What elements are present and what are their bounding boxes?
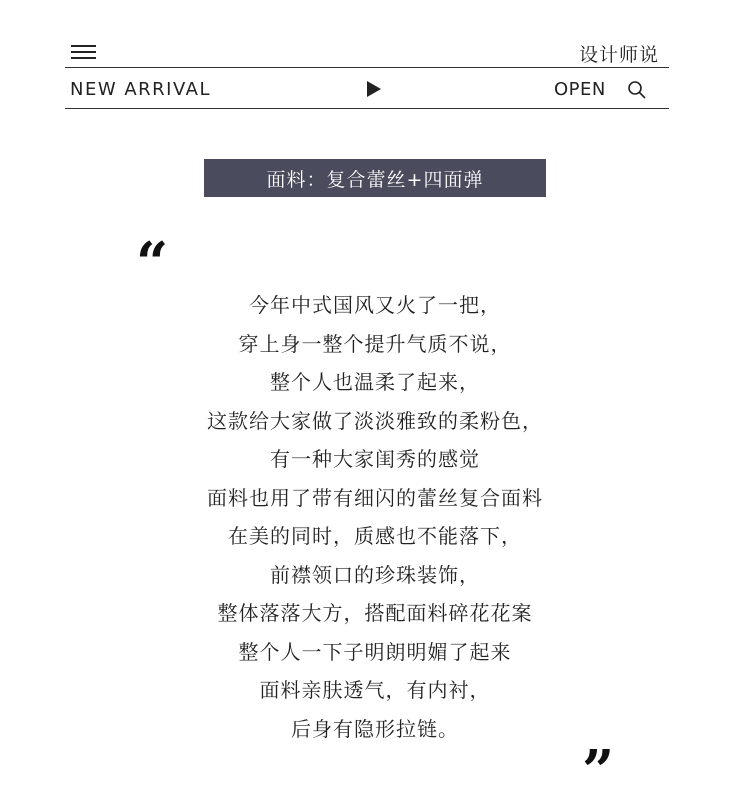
text-line: 有一种大家闺秀的感觉 [270, 447, 480, 471]
divider-bottom [65, 108, 669, 109]
text-line: 整个人也温柔了起来， [270, 370, 480, 394]
text-line: 前襟领口的珍珠装饰， [270, 562, 480, 587]
close-quote-mark: ” [582, 738, 615, 804]
play-icon[interactable] [367, 81, 381, 97]
new-arrival-label: NEW ARRIVAL [70, 79, 211, 100]
page-title: 设计师说 [578, 44, 659, 66]
text-line: 整个人一下子明朗明媚了起来 [238, 639, 512, 664]
text-line: 在美的同时，质感也不能落下， [228, 524, 522, 548]
menu-icon[interactable] [71, 45, 96, 59]
top-bar [65, 38, 669, 66]
text-line: 后身有隐形拉链。 [291, 716, 459, 741]
fabric-banner: 面料：复合蕾丝+四面弹 [204, 159, 546, 197]
text-line: 这款给大家做了淡淡雅致的柔粉色， [207, 408, 543, 433]
nav-bar [65, 68, 669, 108]
search-icon[interactable] [627, 80, 647, 100]
open-quote-mark: “ [136, 230, 169, 296]
text-line: 穿上身一整个提升气质不说， [238, 331, 512, 356]
text-line: 面料也用了带有细闪的蕾丝复合面料 [207, 485, 543, 510]
text-line: 整体落落大方，搭配面料碎花花案 [217, 601, 533, 625]
text-line: 面料亲肤透气，有内衬， [259, 678, 491, 702]
open-button[interactable]: OPEN [554, 79, 606, 100]
text-line: 今年中式国风又火了一把， [249, 293, 501, 317]
description-text [0, 286, 750, 748]
